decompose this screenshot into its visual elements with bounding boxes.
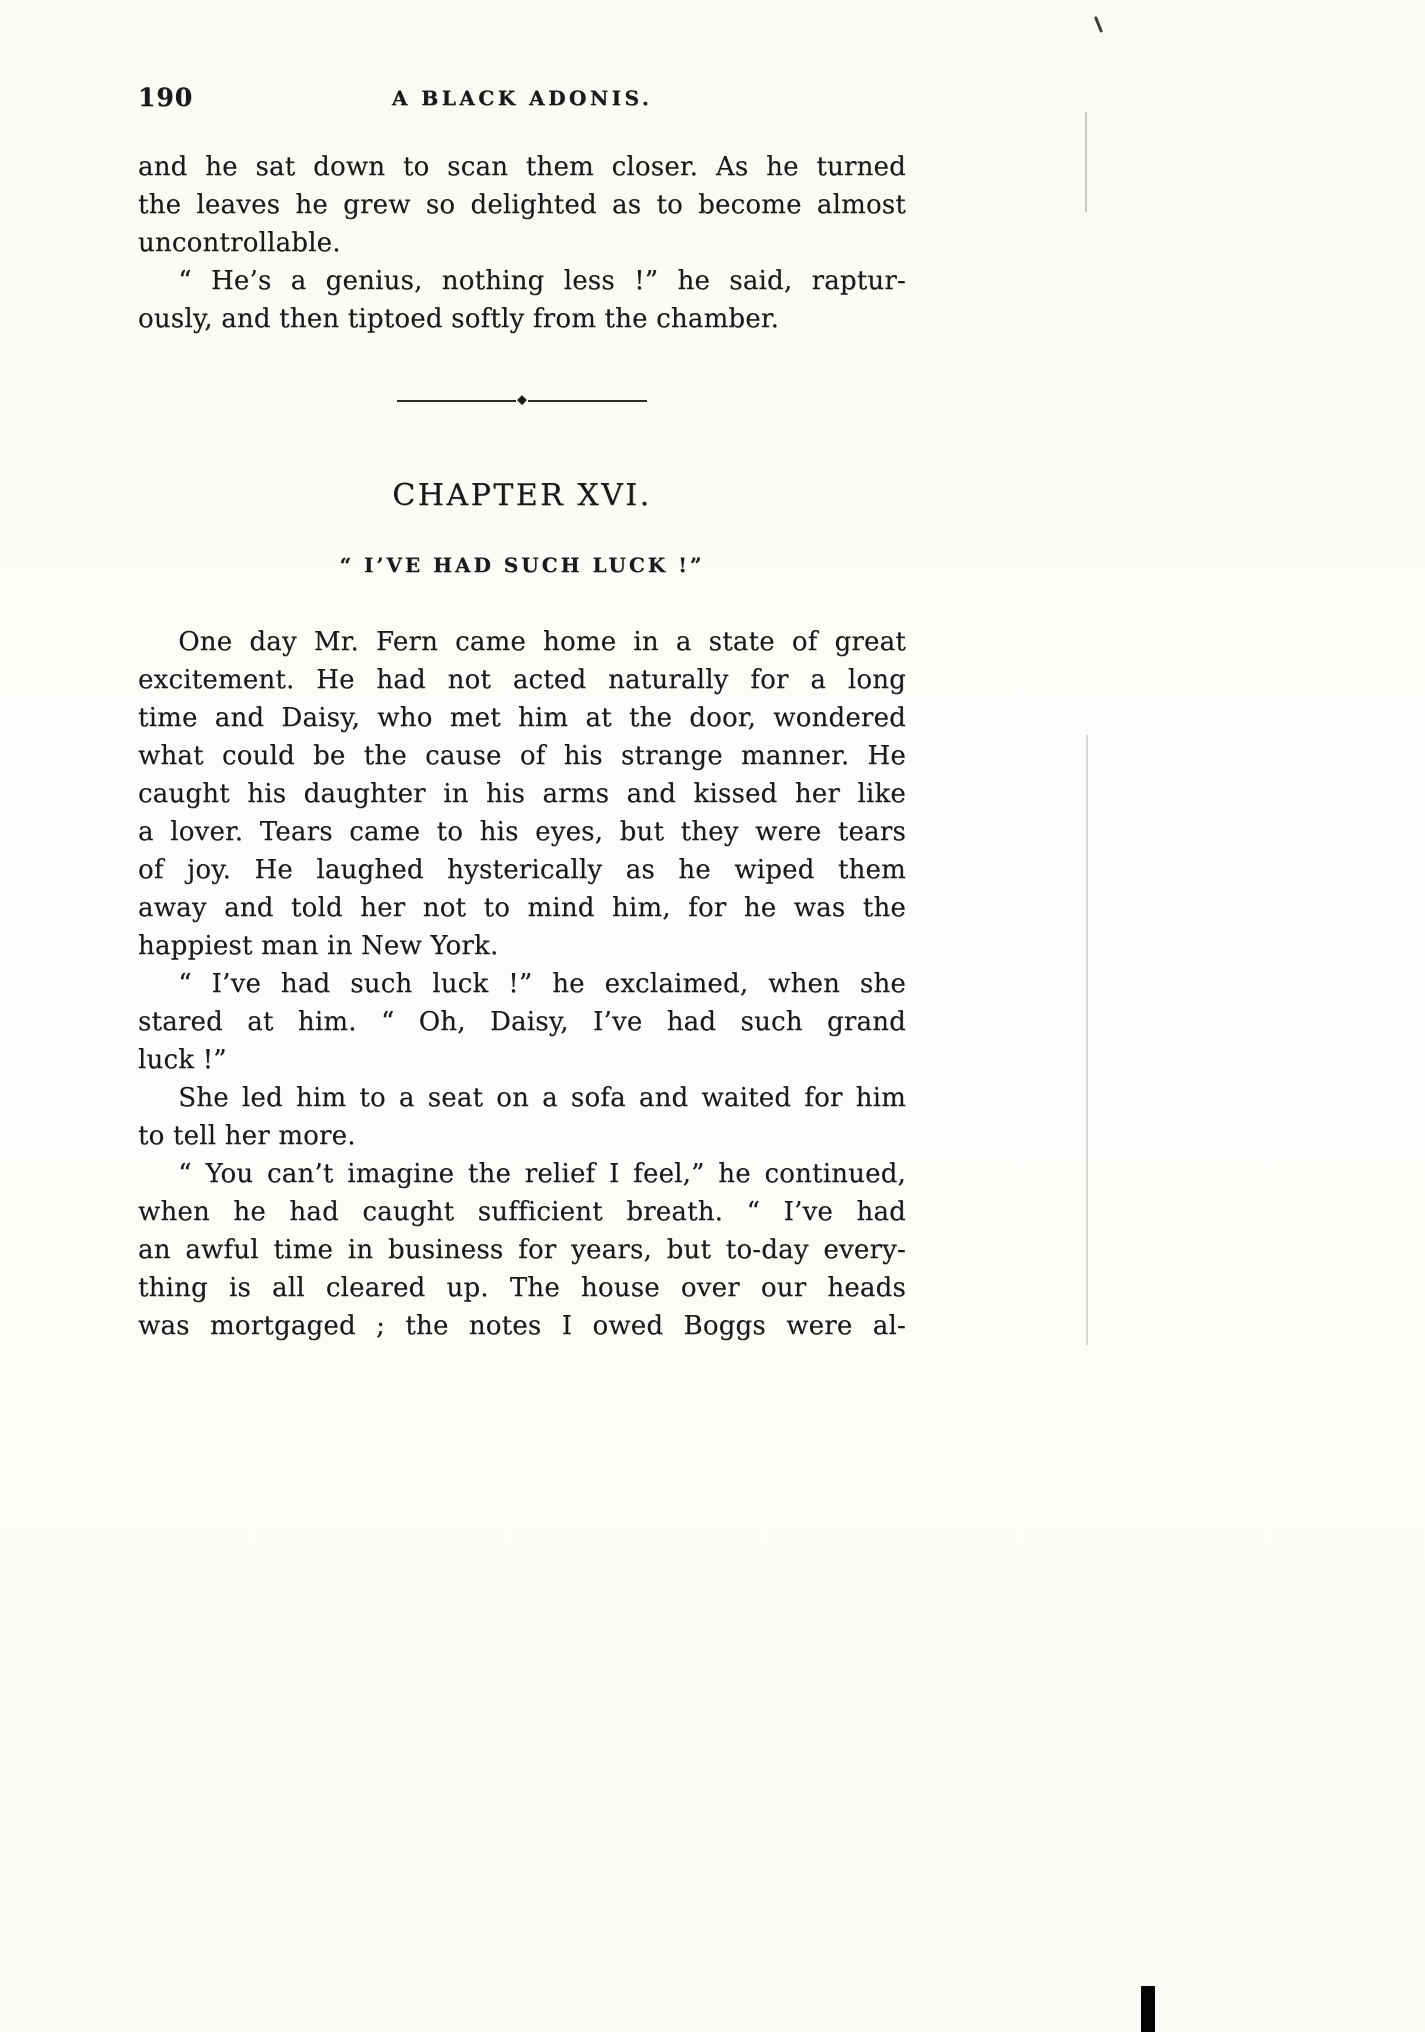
- text-line: when he had caught sufficient breath. “ I’ve had: [138, 1197, 906, 1227]
- text-line: stared at him. “ Oh, Daisy, I’ve had such grand: [138, 1007, 906, 1037]
- text-line: happiest man in New York.: [138, 931, 499, 961]
- scan-artifact-tick: [1094, 16, 1103, 33]
- text-block: [138, 80, 906, 1345]
- section-divider: ◆: [397, 400, 647, 402]
- text-line: what could be the cause of his strange manner. He: [138, 741, 906, 771]
- text-line: thing is all cleared up. The house over our heads: [138, 1273, 906, 1303]
- paragraph: [138, 262, 906, 338]
- text-line: uncontrollable.: [138, 228, 341, 258]
- text-line: was mortgaged ; the notes I owed Boggs were al-: [138, 1311, 906, 1341]
- paragraph: [138, 623, 906, 965]
- text-line: an awful time in business for years, but to-day every-: [138, 1235, 906, 1265]
- page-number: 190: [138, 83, 194, 112]
- divider-rule-left: [397, 400, 516, 402]
- text-line: the leaves he grew so delighted as to become almost: [138, 190, 906, 220]
- running-title: A BLACK ADONIS.: [391, 86, 653, 110]
- text-line: of joy. He laughed hysterically as he wiped them: [138, 855, 906, 885]
- divider-rule-right: [528, 400, 647, 402]
- text-line: She led him to a seat on a sofa and waited for him: [178, 1083, 906, 1113]
- page-header: [138, 80, 906, 116]
- text-line: and he sat down to scan them closer. As he turned: [138, 152, 906, 182]
- text-line: time and Daisy, who met him at the door, wondered: [138, 703, 906, 733]
- text-line: “ You can’t imagine the relief I feel,” he continued,: [178, 1159, 906, 1189]
- paragraph: [138, 1155, 906, 1345]
- scan-artifact-corner-bar: [1141, 1986, 1155, 2032]
- text-line: ously, and then tiptoed softly from the chamber.: [138, 304, 780, 334]
- text-line: “ I’ve had such luck !” he exclaimed, when she: [178, 969, 906, 999]
- page-edge-line: [1086, 735, 1088, 1345]
- text-line: luck !”: [138, 1045, 227, 1075]
- paragraph-continuation: [138, 148, 906, 262]
- paragraph: [138, 1079, 906, 1155]
- text-line: a lover. Tears came to his eyes, but they were tears: [138, 817, 906, 847]
- chapter-heading: CHAPTER XVI.: [392, 478, 652, 513]
- text-line: caught his daughter in his arms and kissed her like: [138, 779, 906, 809]
- text-line: to tell her more.: [138, 1121, 356, 1151]
- text-line: excitement. He had not acted naturally for a long: [138, 665, 906, 695]
- text-line: “ He’s a genius, nothing less !” he said, raptur-: [178, 266, 906, 296]
- text-line: away and told her not to mind him, for he was the: [138, 893, 906, 923]
- text-line: One day Mr. Fern came home in a state of great: [178, 627, 906, 657]
- chapter-subtitle: “ I’VE HAD SUCH LUCK !”: [339, 553, 705, 577]
- paragraph: [138, 965, 906, 1079]
- chapter-body: [138, 623, 906, 1345]
- page-edge-line: [1085, 112, 1087, 212]
